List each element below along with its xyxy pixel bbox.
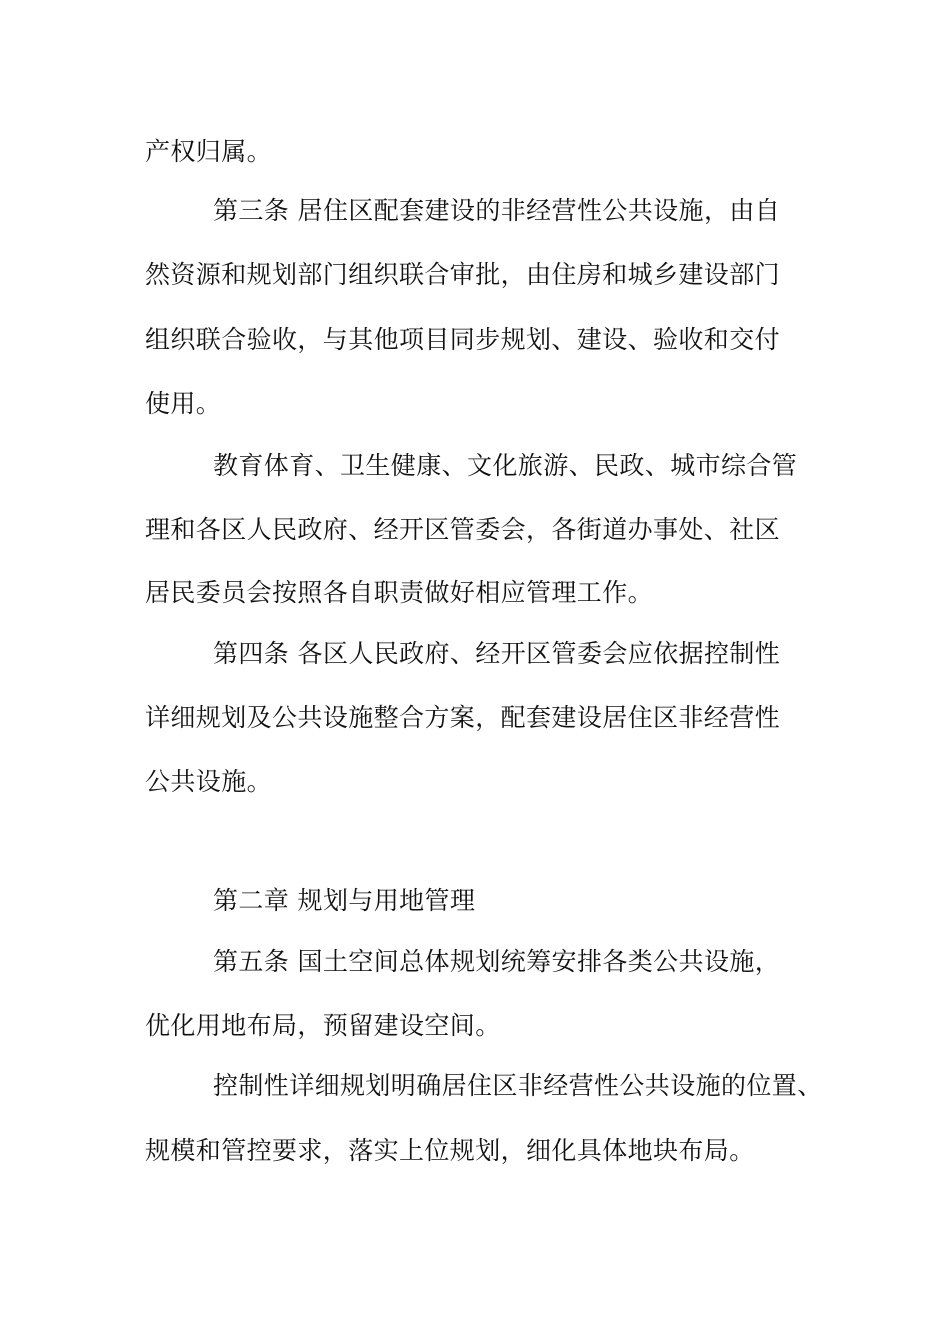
paragraph-line: 理和各区人民政府、经开区管委会，各街道办事处、社区 (145, 515, 781, 544)
article-4-line: 第四条 各区人民政府、经开区管委会应依据控制性 (213, 639, 781, 668)
article-3-line: 第三条 居住区配套建设的非经营性公共设施，由自 (213, 196, 781, 225)
paragraph-line: 居民委员会按照各自职责做好相应管理工作。 (145, 578, 654, 607)
paragraph-line: 产权归属。 (145, 137, 273, 166)
paragraph-line: 教育体育、卫生健康、文化旅游、民政、城市综合管 (213, 451, 798, 480)
paragraph-line: 规模和管控要求，落实上位规划，细化具体地块布局。 (145, 1136, 755, 1165)
paragraph-line: 控制性详细规划明确居住区非经营性公共设施的位置、 (213, 1071, 823, 1100)
article-5-line: 第五条 国土空间总体规划统筹安排各类公共设施， (213, 947, 781, 976)
paragraph-line: 使用。 (145, 389, 222, 418)
paragraph-line: 优化用地布局，预留建设空间。 (145, 1011, 501, 1040)
paragraph-line: 组织联合验收，与其他项目同步规划、建设、验收和交付 (145, 325, 781, 354)
paragraph-line: 公共设施。 (145, 767, 273, 796)
chapter-heading: 第二章 规划与用地管理 (213, 886, 476, 915)
paragraph-line: 然资源和规划部门组织联合审批，由住房和城乡建设部门 (145, 260, 781, 289)
paragraph-line: 详细规划及公共设施整合方案，配套建设居住区非经营性 (145, 703, 781, 732)
